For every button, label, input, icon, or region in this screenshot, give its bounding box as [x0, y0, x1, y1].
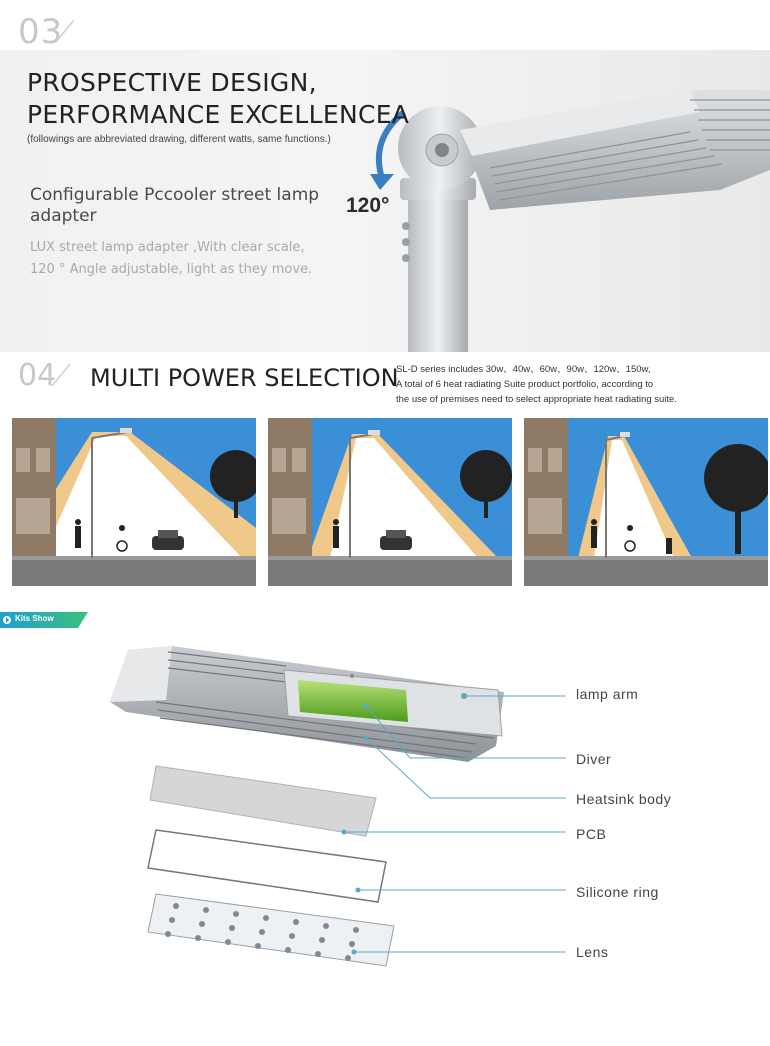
kits-show-label: Kits Show: [15, 614, 54, 623]
label-heatsink-body: Heatsink body: [576, 791, 672, 807]
section03-title: PROSPECTIVE DESIGN, PERFORMANCE EXCELLENCEA: [27, 68, 410, 129]
section04-description-line2: A total of 6 heat radiating Suite product portfolio, according to: [396, 379, 654, 390]
section03-number: 03: [18, 12, 64, 52]
section03-note: (followings are abbreviated drawing, different watts, same functions.): [27, 134, 331, 145]
exploded-kit-diagram: [96, 640, 566, 980]
slash-decoration: [54, 18, 76, 44]
label-lens: Lens: [576, 944, 609, 960]
section04-description-line1: SL-D series includes 30w、40w、60w、90w、120w、150w,: [396, 364, 651, 375]
section03-description-line1: LUX street lamp adapter ,With clear scale,: [30, 240, 305, 255]
street-scene-2: [268, 418, 512, 586]
section04-description-line3: the use of premises need to select appropriate heat radiating suite.: [396, 394, 677, 405]
section04-title: MULTI POWER SELECTION: [90, 364, 399, 392]
label-silicone-ring: Silicone ring: [576, 884, 659, 900]
section03-subtitle: Configurable Pccooler street lamp adapter: [30, 185, 320, 226]
slash-decoration: [50, 362, 72, 388]
label-lamp-arm: lamp arm: [576, 686, 639, 702]
angle-label: 120°: [346, 194, 390, 217]
street-scene-1: [12, 418, 256, 586]
section04-number: 04: [18, 358, 57, 393]
label-diver: Diver: [576, 751, 612, 767]
street-scene-3: [524, 418, 768, 586]
section03-description-line2: 120 ° Angle adjustable, light as they move.: [30, 262, 313, 277]
section04-description: [396, 362, 766, 407]
label-pcb: PCB: [576, 826, 607, 842]
